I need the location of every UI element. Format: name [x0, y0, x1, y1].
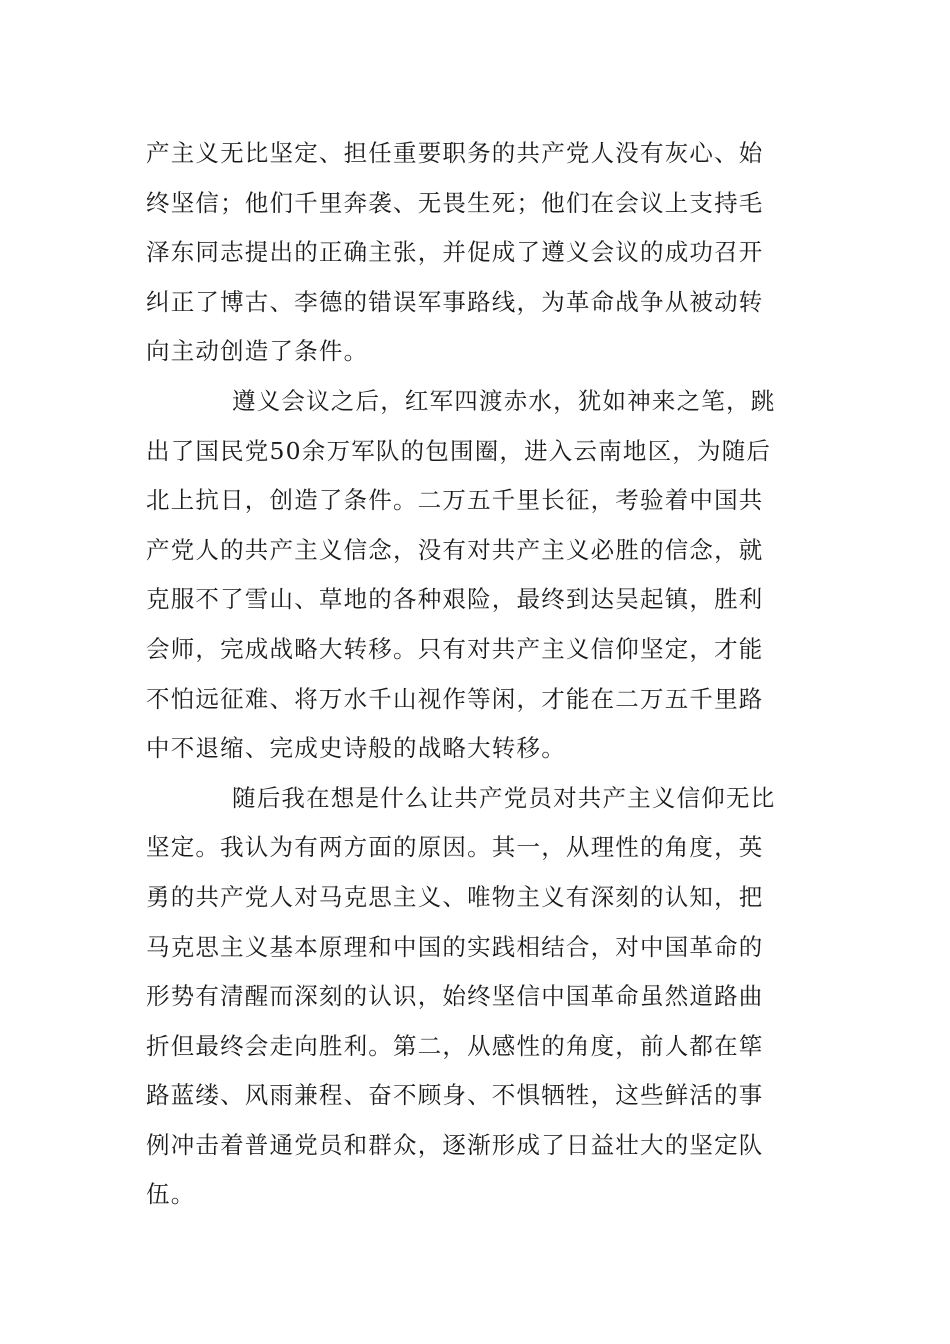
text-line: 伍。 [146, 1180, 196, 1209]
text-line: 路蓝缕、风雨兼程、奋不顾身、不惧牺牲，这些鲜活的事 [146, 1081, 764, 1110]
body-text [146, 129, 808, 1220]
text-line: 马克思主义基本原理和中国的实践相结合，对中国革命的 [146, 932, 764, 961]
text-line-indented: 遵义会议之后，红军四渡赤水，犹如神来之笔，跳 [232, 386, 776, 415]
text-line: 向主动创造了条件。 [146, 337, 369, 366]
paragraph-3 [146, 774, 808, 1220]
text-line: 克服不了雪山、草地的各种艰险，最终到达吴起镇，胜利 [146, 585, 764, 614]
text-line: 形势有清醒而深刻的认识，始终坚信中国革命虽然道路曲 [146, 982, 764, 1011]
text-line: 会师，完成战略大转移。只有对共产主义信仰坚定，才能 [146, 634, 764, 663]
paragraph-2 [146, 377, 808, 774]
text-line: 中不退缩、完成史诗般的战略大转移。 [146, 734, 566, 763]
text-line: 例冲击着普通党员和群众，逐渐形成了日益壮大的坚定队 [146, 1130, 764, 1159]
text-line: 出了国民党50余万军队的包围圈，进入云南地区，为随后 [146, 436, 772, 465]
paragraph-1 [146, 129, 808, 377]
text-line: 不怕远征难、将万水千山视作等闲，才能在二万五千里路 [146, 684, 764, 713]
text-line: 北上抗日，创造了条件。二万五千里长征，考验着中国共 [146, 486, 764, 515]
text-line-indented: 随后我在想是什么让共产党员对共产主义信仰无比 [232, 783, 776, 812]
text-line: 产主义无比坚定、担任重要职务的共产党人没有灰心、始 [146, 139, 764, 167]
text-line: 折但最终会走向胜利。第二，从感性的角度，前人都在筚 [146, 1031, 764, 1060]
text-line: 坚定。我认为有两方面的原因。其一，从理性的角度，英 [146, 833, 764, 862]
text-line: 产党人的共产主义信念，没有对共产主义必胜的信念，就 [146, 535, 764, 564]
text-line: 终坚信；他们千里奔袭、无畏生死；他们在会议上支持毛 [146, 188, 764, 217]
text-line: 勇的共产党人对马克思主义、唯物主义有深刻的认知，把 [146, 882, 764, 911]
text-line: 纠正了博古、李德的错误军事路线，为革命战争从被动转 [146, 287, 764, 316]
text-line: 泽东同志提出的正确主张，并促成了遵义会议的成功召开 [146, 238, 764, 267]
